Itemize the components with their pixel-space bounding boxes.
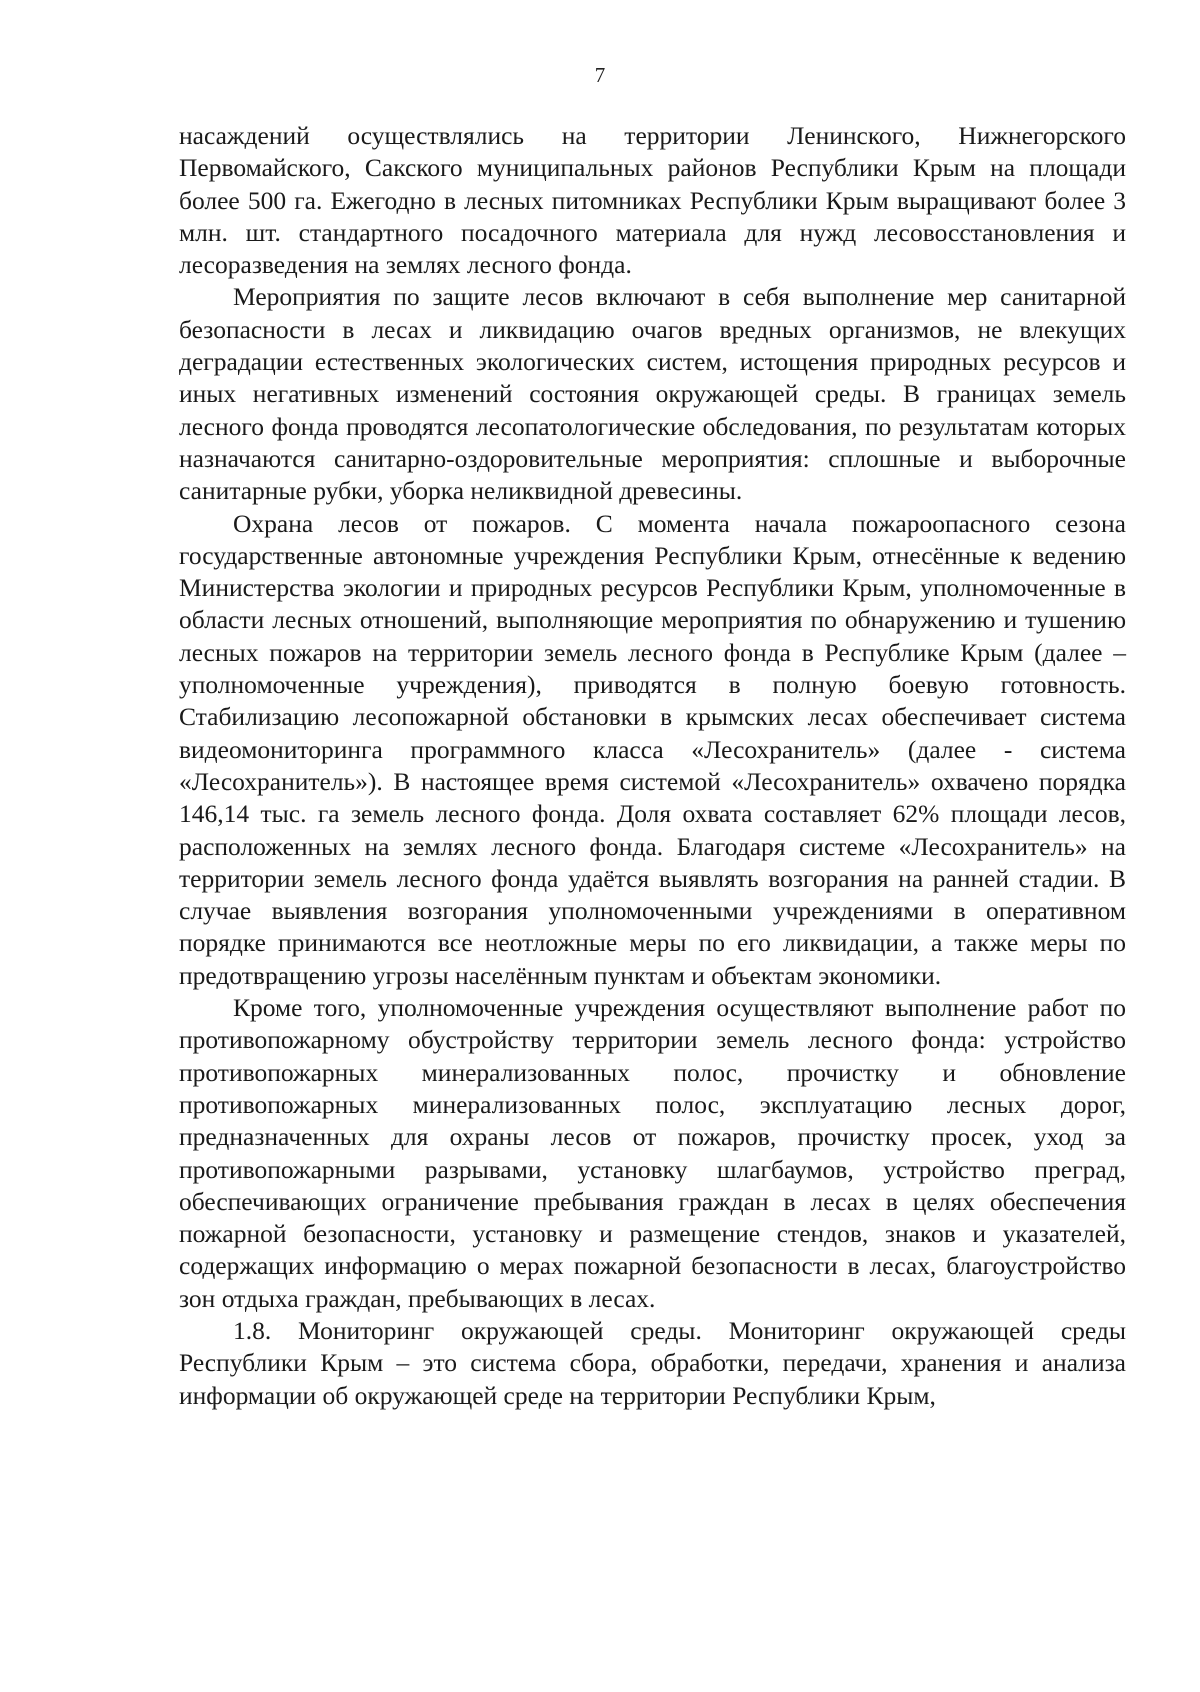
- page-number: 7: [594, 63, 606, 87]
- document-body: [179, 120, 1126, 1412]
- paragraph-environment-monitoring: 1.8. Мониторинг окружающей среды. Мониторинг окружающей среды Республики Крым – это система сбора, обработки, передачи, хранения и анализа информации об окружающей среде на территории Республики Крым,: [179, 1315, 1126, 1410]
- paragraph-forest-planting: насаждений осуществлялись на территории Ленинского, Нижнегорского Первомайского, Сакского муниципальных районов Республики Крым на площади более 500 га. Ежегодно в лесных питомниках Республики Крым выращивают более 3 млн. шт. стандартного посадочного материала для нужд лесовосстановления и лесоразведения на землях лесного фонда.: [179, 121, 1126, 280]
- paragraph-fire-prevention-works: Кроме того, уполномоченные учреждения осуществляют выполнение работ по противопожарному обустройству территории земель лесного фонда: устройство противопожарных минерализованных полос, прочистку и обновление противопожарных минерализованных полос, эксплуатацию лесных дорог, предназначенных для охраны лесов от пожаров, прочистку просек, уход за противопожарными разрывами, установку шлагбаумов, устройство преград, обеспечивающих ограничение пребывания граждан в лесах в целях обеспечения пожарной безопасности, установку и размещение стендов, знаков и указателей, содержащих информацию о мерах пожарной безопасности в лесах, благоустройство зон отдыха граждан, пребывающих в лесах.: [179, 993, 1126, 1313]
- paragraph-forest-protection: Мероприятия по защите лесов включают в себя выполнение мер санитарной безопасности в лесах и ликвидацию очагов вредных организмов, не влекущих деградации естественных экологических систем, истощения природных ресурсов и иных негативных изменений состояния окружающей среды. В границах земель лесного фонда проводятся лесопатологические обследования, по результатам которых назначаются санитарно-оздоровительные мероприятия: сплошные и выборочные санитарные рубки, уборка неликвидной древесины.: [179, 282, 1126, 506]
- paragraph-fire-protection: Охрана лесов от пожаров. С момента начала пожароопасного сезона государственные автономные учреждения Республики Крым, отнесённые к ведению Министерства экологии и природных ресурсов Республики Крым, уполномоченные в области лесных отношений, выполняющие мероприятия по обнаружению и тушению лесных пожаров на территории земель лесного фонда в Республике Крым (далее – уполномоченные учреждения), приводятся в полную боевую готовность. Стабилизацию лесопожарной обстановки в крымских лесах обеспечивает система видеомониторинга программного класса «Лесохранитель» (далее - система «Лесохранитель»). В настоящее время системой «Лесохранитель» охвачено порядка 146,14 тыс. га земель лесного фонда. Доля охвата составляет 62% площади лесов, расположенных на землях лесного фонда. Благодаря системе «Лесохранитель» на территории земель лесного фонда удаётся выявлять возгорания на ранней стадии. В случае выявления возгорания уполномоченными учреждениями в оперативном порядке принимаются все неотложные меры по его ликвидации, а также меры по предотвращению угрозы населённым пунктам и объектам экономики.: [179, 508, 1126, 990]
